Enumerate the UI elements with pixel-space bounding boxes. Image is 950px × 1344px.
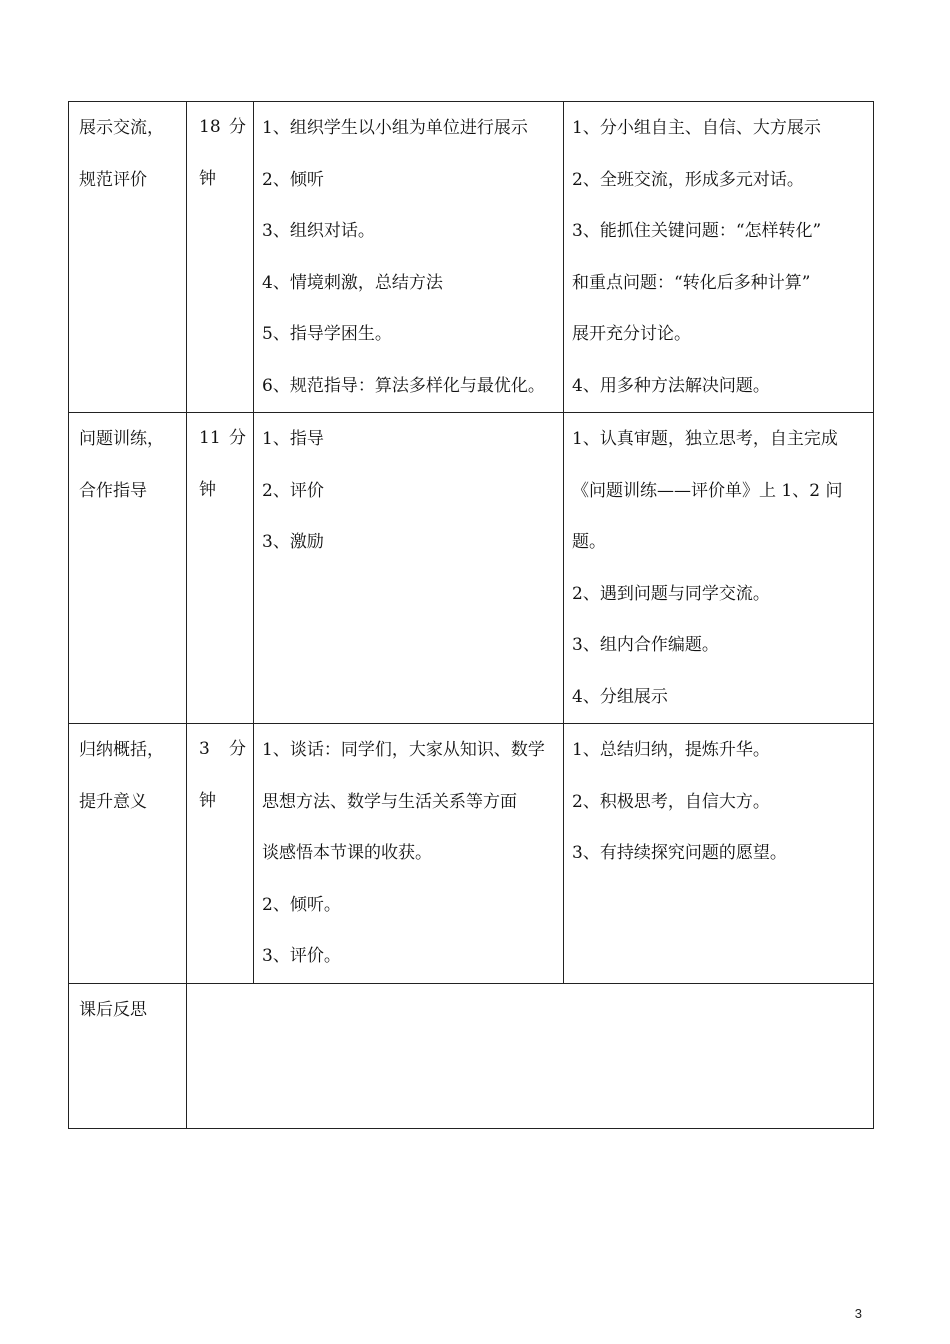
- teacher-line: 1、指导: [262, 429, 324, 449]
- reflection-content-cell: [187, 983, 874, 1128]
- duration-unit-2: 钟: [199, 168, 216, 189]
- student-line: 1、总结归纳，提炼升华。: [572, 740, 770, 760]
- student-line: 2、遇到问题与同学交流。: [572, 583, 770, 604]
- student-line: 2、积极思考，自信大方。: [572, 791, 770, 812]
- duration-unit: 分: [229, 117, 246, 137]
- teacher-line: 谈感悟本节课的收获。: [262, 843, 432, 863]
- duration-unit-2: 钟: [199, 479, 216, 500]
- stage-cell: [69, 413, 187, 724]
- student-line: 2、全班交流，形成多元对话。: [572, 169, 804, 190]
- student-activity-cell: [564, 102, 874, 413]
- student-activity-cell: [564, 724, 874, 984]
- teacher-line: 1、组织学生以小组为单位进行展示: [262, 118, 528, 138]
- duration-unit-2: 钟: [199, 790, 216, 811]
- duration-number: 3: [199, 739, 210, 759]
- table-row: [69, 102, 874, 413]
- teacher-line: 3、评价。: [262, 946, 341, 966]
- student-line: 3、组内合作编题。: [572, 635, 719, 655]
- stage-line: 规范评价: [79, 169, 147, 190]
- stage-line: 展示交流，: [79, 118, 164, 138]
- table-row: [69, 724, 874, 984]
- stage-line: 合作指导: [79, 480, 147, 501]
- student-activity-cell: [564, 413, 874, 724]
- student-line: 《问题训练——评价单》上 1、2 问: [572, 480, 843, 501]
- teacher-activity-cell: [254, 102, 564, 413]
- stage-line: 提升意义: [79, 791, 147, 812]
- duration-number: 18: [199, 117, 221, 137]
- student-line: 4、用多种方法解决问题。: [572, 375, 770, 396]
- student-line: 展开充分讨论。: [572, 324, 691, 344]
- teacher-line: 3、组织对话。: [262, 221, 375, 241]
- teacher-line: 思想方法、数学与生活关系等方面: [262, 791, 517, 812]
- stage-cell: [69, 724, 187, 984]
- reflection-label-cell: [69, 983, 187, 1128]
- student-line: 3、有持续探究问题的愿望。: [572, 843, 787, 863]
- student-line: 题。: [572, 532, 606, 552]
- stage-cell: [69, 102, 187, 413]
- student-line: 3、能抓住关键问题：“怎样转化”: [572, 221, 822, 241]
- teacher-line: 3、激励: [262, 532, 324, 552]
- page-number: 3: [854, 1306, 862, 1321]
- duration-unit: 分: [229, 739, 246, 759]
- teacher-line: 2、倾听。: [262, 894, 341, 915]
- teacher-line: 2、倾听: [262, 169, 324, 190]
- student-line: 和重点问题：“转化后多种计算”: [572, 272, 811, 293]
- student-line: 1、分小组自主、自信、大方展示: [572, 118, 821, 138]
- student-line: 1、认真审题，独立思考，自主完成: [572, 429, 838, 449]
- duration-number: 11: [199, 428, 221, 448]
- student-line: 4、分组展示: [572, 686, 668, 707]
- teacher-line: 4、情境刺激，总结方法: [262, 272, 443, 293]
- teacher-activity-cell: [254, 413, 564, 724]
- reflection-label: 课后反思: [79, 999, 147, 1020]
- stage-line: 归纳概括，: [79, 740, 164, 760]
- duration-cell: [187, 724, 254, 984]
- teacher-line: 1、谈话：同学们，大家从知识、数学: [262, 740, 545, 760]
- teacher-activity-cell: [254, 724, 564, 984]
- lesson-plan-table: [68, 101, 874, 1129]
- duration-cell: [187, 102, 254, 413]
- teacher-line: 6、规范指导：算法多样化与最优化。: [262, 375, 545, 396]
- duration-cell: [187, 413, 254, 724]
- stage-line: 问题训练，: [79, 429, 164, 449]
- table-row: [69, 983, 874, 1128]
- teacher-line: 2、评价: [262, 480, 324, 501]
- table-row: [69, 413, 874, 724]
- teacher-line: 5、指导学困生。: [262, 324, 392, 344]
- duration-unit: 分: [229, 428, 246, 448]
